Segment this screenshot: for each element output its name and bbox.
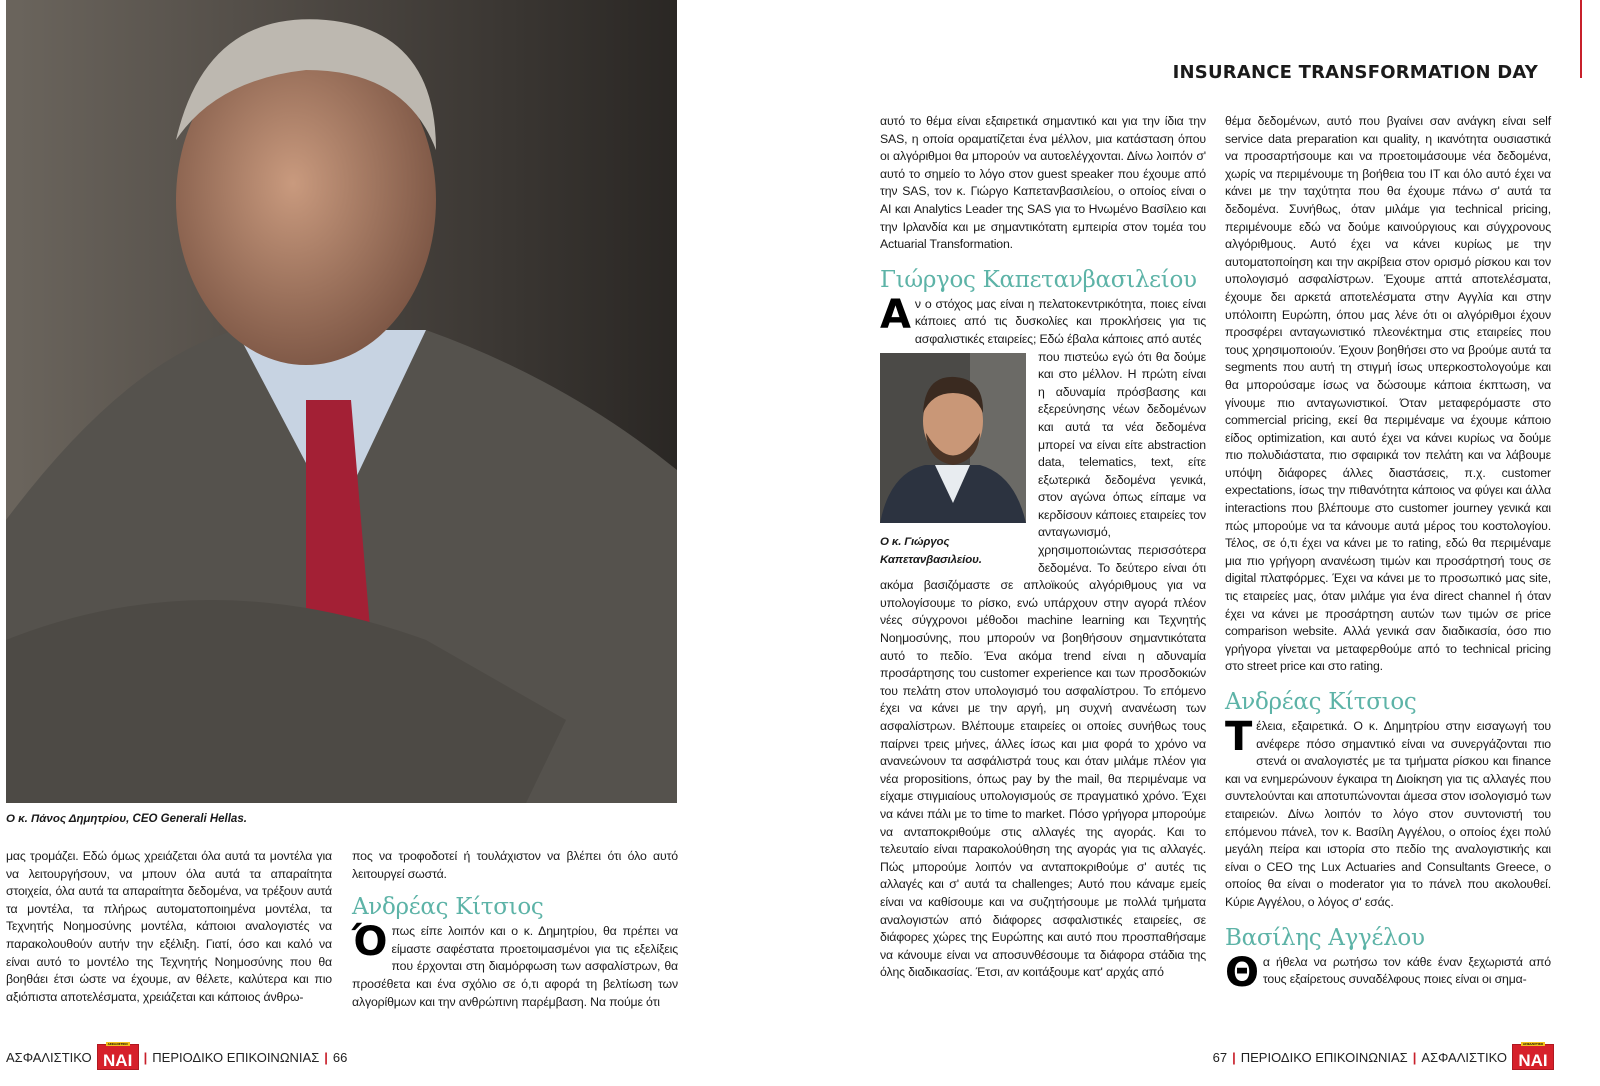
section-heading: Ανδρέας Κίτσιος (1225, 689, 1417, 715)
drop-cap: Τ (1225, 714, 1253, 760)
inset-caption: Ο κ. Γιώργος Καπετανβασιλείου. (880, 536, 982, 566)
photo-caption: Ο κ. Πάνος Δημητρίου, CEO Generali Hellas. (6, 813, 247, 825)
footer-label: ΠΕΡΙΟΔΙΚΟ ΕΠΙΚΟΙΝΩΝΙΑΣ (152, 1049, 320, 1065)
page-number: 66 (332, 1049, 348, 1065)
footer-right: 67 | ΠΕΡΙΟΔΙΚΟ ΕΠΙΚΟΙΝΩΝΙΑΣ | ΑΣΦΑΛΙΣΤΙΚΟ ΑΣΦΑΛΙΣΤΙΚΟ ΝΑΙ (1213, 1044, 1554, 1070)
drop-cap: Α (880, 291, 911, 338)
body-text: πος να τροφοδοτεί ή τουλάχιστον να βλέπει ότι όλο αυτό λειτουργεί σωστά. (352, 849, 678, 881)
body-text: α ήθελα να ρωτήσω τον κάθε έναν ξεχωριστά από τους εξαίρετους συναδέλφους ποιες είναι οι σημα- (1262, 954, 1551, 987)
body-text: αυτό το θέμα είναι εξαιρετικά σημαντικό και για την ίδια την SAS, η οποία οραματίζεται ένα μέλλον, μια κατάσταση όπου οι αλγόριθμοι θα μπορούν να αυτοελέγχονται. Δίνω λοιπόν σ' αυτό το σημείο το λόγο στον guest speaker που έχουμε από την SAS, τον κ. Γιώργο Καπετανβασιλείου, ο οποίος είναι ο AI και Analytics Leader της SAS για το Ηνωμένο Βασίλειο και την Ιρλανδία και με σημαντικότατη εμπειρία στον τομέα του Actuarial Transformation. (880, 114, 1206, 252)
right-page-column-2 (1225, 113, 1551, 996)
drop-cap: Θ (1225, 949, 1259, 996)
section-header: INSURANCE TRANSFORMATION DAY (1172, 62, 1538, 83)
body-text: έλεια, εξαιρετικά. Ο κ. Δημητρίου στην εισαγωγή του ανέφερε πόσο σημαντικό είναι να συνεργάζονται πιο στενά οι αναλογιστές με τα τμήματα ρίσκου και finance και να ενημερώνουν έγκαιρα τη Διοίκηση για τις αλλαγές που συντελούνται και αποτυπώνονται άμεσα στον ισολογισμό των εταιρειών. Δίνω λοιπόν το λόγο στον συντονιστή του επόμενου πάνελ, τον κ. Βασίλη Αγγέλου, ο οποίος έχει πολύ μεγάλη πείρα και ιστορία στο πεδίο της αναλογιστικής και είναι ο CEO της Lux Actuaries and Consultants Greece, ο οποίος θα είναι ο moderator για το πάνελ που ακολουθεί. Κύριε Αγγέλου, ο λόγος σ' εσάς. (1225, 719, 1551, 909)
body-text: πως είπε λοιπόν και ο κ. Δημητρίου, θα πρέπει να είμαστε σαφέστατα προετοιμασμένοι για τις εξελίξεις που έρχονται στη διαμόρφωση των ασφαλίστρων, θα προσέθετα και ένα σχόλιο σε ό,τι αφορά τη βελτίωση των αλγορίθμων και την ανθρώπινη παρέμβαση. Να πούμε ότι (352, 924, 678, 1009)
footer-magazine: ΑΣΦΑΛΙΣΤΙΚΟ (6, 1049, 92, 1065)
nai-logo: ΑΣΦΑΛΙΣΤΙΚΟ ΝΑΙ (97, 1044, 139, 1070)
section-heading: Γιώργος Καπετανβασιλείου (880, 266, 1197, 293)
inset-photo (880, 353, 1026, 523)
body-text: ν ο στόχος μας είναι η πελατοκεντρικότητα, ποιες είναι κάποιες από τις δυσκολίες και προκλήσεις για τις ασφαλιστικές εταιρείες; Εδώ έβαλα κάποιες από αυτές (914, 296, 1206, 346)
page-number: 67 (1212, 1049, 1228, 1065)
drop-cap: Ό (352, 919, 388, 966)
section-heading: Βασίλης Αγγέλου (1225, 924, 1425, 951)
footer-label: ΠΕΡΙΟΔΙΚΟ ΕΠΙΚΟΙΝΩΝΙΑΣ (1240, 1049, 1408, 1065)
footer-left: ΑΣΦΑΛΙΣΤΙΚΟ ΑΣΦΑΛΙΣΤΙΚΟ ΝΑΙ | ΠΕΡΙΟΔΙΚΟ ΕΠΙΚΟΙΝΩΝΙΑΣ | 66 (6, 1042, 348, 1070)
footer-magazine: ΑΣΦΑΛΙΣΤΙΚΟ (1421, 1049, 1507, 1065)
body-text: μας τρομάζει. Εδώ όμως χρειάζεται όλα αυτά τα μοντέλα για να λειτουργήσουν, να μπουν όλα αυτά τα απαραίτητα στοιχεία, όλα αυτά τα απαραίτητα δεδομένα, να τρέξουν αυτά τα μοντέλα, τα πλήρως αυτοματοποιημένα μοντέλα, τα Τεχνητής Νοημοσύνης μοντέλα, κάποιοι αναλογιστές να παρακολουθούν αυτήν την εξέλιξη. Γιατί, όσο και καλό να είναι αυτό το μοντέλο της Τεχνητής Νοημοσύνης που θα βοηθάει έτσι ώστε να έχουμε, αν θέλετε, καλύτερα και πιο αξιόπιστα αποτελέσματα, χρειάζεται και κάποιος άνθρω- (6, 849, 332, 1004)
section-heading: Ανδρέας Κίτσιος (352, 894, 544, 921)
main-photo (6, 0, 677, 803)
left-column-2 (352, 848, 678, 1011)
inset-photo-block (880, 353, 1026, 570)
header-rule (1580, 0, 1582, 78)
nai-logo: ΑΣΦΑΛΙΣΤΙΚΟ ΝΑΙ (1512, 1044, 1554, 1070)
left-column-1 (6, 848, 332, 1006)
body-text: που πιστεύω εγώ ότι θα δούμε και στο μέλλον. Η πρώτη είναι η αδυναμία πρόσβασης και εξερεύνησης νέων δεδομένων και αυτά τα νέα δεδομένα μπορεί να είναι είτε abstraction data, telematics, text, είτε εξωτερικά δεδομένα γενικά, στον αγώνα όπως είπαμε να κερδίσουν κάποιες εταιρείες τον ανταγωνισμό, χρησιμοποιώντας περισσότερα δεδομένα. Το δεύτερο είναι ότι ακόμα βασιζόμαστε σε απλοϊκούς αλγόριθμους για να υπολογίσουμε το ρίσκο, ενώ υπάρχουν στην αγορά πλέον νέες σύγχρονοι μέθοδοι machine learning και Τεχνητής Νοημοσύνης, που μπορούν να βοηθήσουν σημαντικότατα αυτό το πεδίο. Ένα ακόμα trend είναι η αδυναμία προσάρτησης του customer experience και των προσδοκιών του πελάτη στον υπολογισμό του ασφαλίστρου. Το επόμενο έχει να κάνει με την αργή, μη συχνή ανανέωση των ασφαλίστρων. Βλέπουμε εταιρείες οι οποίες συνήθως τους παίρνει τρεις μήνες, άλλες ίσως και μια φορά το χρόνο να ανανεώνουν τα ασφάλιστρά τους και όταν μιλάμε πλέον για νέα propositions, όπως pay by the mail, θα περιμέναμε να είχαμε στιγμιαίους υπολογισμούς σε πραγματικό χρόνο. Έχει να κάνει πάλι με το time to market. Πόσο γρήγορα μπορούμε να ανταποκριθούμε στις αλλαγές της αγοράς. Και το τελευταίο είναι παρακολούθηση της αγοράς για τις αλλαγές. Πώς μπορούμε λοιπόν να ανταποκριθούμε σ' αυτές τις αλλαγές και σ' αυτά τα challenges; Αυτό που κάναμε εμείς είναι να καθίσουμε και να συζητήσουμε με πολλά τμήματα αναλογιστών από διάφορες ασφαλιστικές εταιρείες, σε διάφορες χώρες της Ευρώπης και αυτό που προσπαθήσαμε να κάνουμε είναι να αποσυνθέσουμε τα διάφορα στάδια της όλης διαδικασίας. Έτσι, αν κοιτάξουμε κατ' αρχάς από (880, 349, 1206, 980)
body-text: θέμα δεδομένων, αυτό που βγαίνει σαν ανάγκη είναι self service data preparation και quality, η ικανότητα ουσιαστικά να προσαρτήσουμε και να προετοιμάσουμε νέα δεδομένα, χωρίς να περιμένουμε τη βοήθεια του IT και όλο αυτό έχει να κάνει με την ταχύτητα που θα έχουμε πάνω σ' αυτά τα δεδομένα. Συνήθως, όταν μιλάμε για technical pricing, περιμένουμε εδώ να δούμε καινούργιους και σύγχρονους αλγόριθμους. Αυτό έχει να κάνει κυρίως με την αυτοματοποίηση και την ακρίβεια στον ορισμό ρίσκου και τον υπολογισμό ασφαλίστρων. Έχουμε απτά αποτελέσματα, έχουμε δει αρκετά αποτελέσματα στην Αγγλία και στην υπόλοιπη Ευρώπη, όπου μας λένε ότι οι αλγόριθμοι έχουν προσφέρει ανταγωνιστικό πλεονέκτημα στις εταιρείες που τους χρησιμοποιούν. Έχουν βοηθήσει στο να βρούμε αυτά τα segments που αυτή τη στιγμή ίσως υπερκοστολογούμε και θα μπορούσαμε ίσως να δώσουμε κάποια έκπτωση, να γίνουμε πιο ανταγωνιστικοί. Όταν μεταφερόμαστε στο commercial pricing, εκεί θα περιμέναμε να έχουμε κάποιο είδος optimization, και αυτό έχει να κάνει κυρίως να δούμε πιο πολυδιάστατα, πιο σφαιρικά τον πελάτη και να λάβουμε υπόψη διάφορες άλλες διαστάσεις, π.χ. customer expectations, ίσως την πιθανότητα κάποιος να φύγει και άλλα interactions που βλέπουμε στο customer journey γενικά και πώς μπορούμε να τα κάνουμε αυτά μέρος του κοστολογίου. Τέλος, σε ό,τι έχει να κάνει με το rating, εδώ θα περιμέναμε μια πιο γρήγορη ανανέωση τιμών και προσάρτησή τους σε digital πλατφόρμες. Έχει να κάνει με το προσωπικό μας site, τις εταιρείες μας, όταν μιλάμε για ένα direct channel ή όταν έχει να κάνει με προσάρτηση αυτών των τιμών σε price comparison website. Αλλά γενικά σαν διαδικασία, όσο πιο γρήγορα γίνεται να μεταφερθούμε από το technical pricing στο street price και στο rating. (1225, 114, 1551, 674)
right-page-column-1 (880, 113, 1206, 982)
